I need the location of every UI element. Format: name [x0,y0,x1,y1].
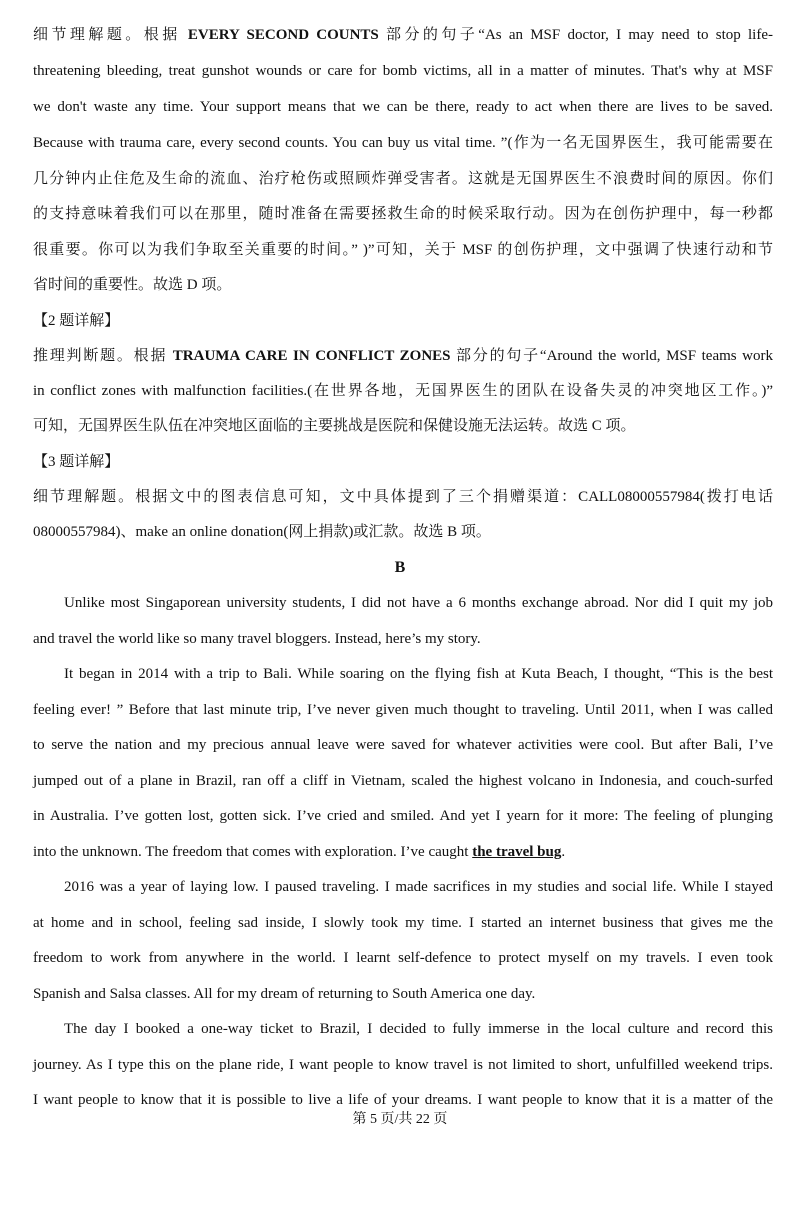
q1-line-3: we don't waste any time. Your support means that we can be there, ready to act when there are lives to be saved. [33,99,773,115]
q2-line-1 [33,346,773,366]
q1-line-1 [33,25,773,45]
p2-line-1: It began in 2014 with a trip to Bali. While soaring on the flying fish at Kuta Beach, I thought, “This is the best [64,666,773,682]
q1-line-5: 几分钟内止住危及生命的流血、治疗枪伤或照顾炸弹受害者。这就是无国界医生不浪费时间的原因。你们 [33,171,773,187]
p2-line-6-text: into the unknown. The freedom that comes with exploration. I’ve caught [33,844,473,860]
q3-title: 【3 题详解】 [33,454,120,470]
q2-line-3: 可知，无国界医生队伍在冲突地区面临的主要挑战是医院和保健设施无法运转。故选 C 项。 [33,418,636,434]
q2-line-1-text: 推理判断题。根据 [33,348,173,364]
p1-line-1: Unlike most Singaporean university students, I did not have a 6 months exchange abroad. Nor did I quit my job [64,595,773,611]
q3-line-2: 08000557984)、make an online donation(网上捐款)或汇款。故选 B 项。 [33,524,491,540]
p3-line-4: Spanish and Salsa classes. All for my dream of returning to South America one day. [33,986,536,1002]
p4-line-2: journey. As I type this on the plane ride, I want people to know travel is not limited to short, unfulfilled weekend trips. [33,1057,773,1073]
q2-title: 【2 题详解】 [33,313,120,329]
p3-line-2: at home and in school, feeling sad inside, I slowly took my time. I started an internet business that gives me the [33,915,773,931]
p1-line-2: and travel the world like so many travel bloggers. Instead, here’s my story. [33,631,481,647]
q2-section-ref: TRAUMA CARE IN CONFLICT ZONES [172,348,451,364]
passage-b-heading: B [394,559,406,576]
q1-line-1-text: 细节理解题。根据 [33,27,188,43]
underlined-phrase: the travel bug [472,844,562,860]
page-number: 第 5 页/共 22 页 [352,1112,448,1127]
p3-line-3: freedom to work from anywhere in the world. I learnt self-defence to protect myself on my travels. I even took [33,950,773,966]
p2-line-3: to serve the nation and my precious annual leave were saved for whatever activities were cool. But after Bali, I’ve [33,737,773,753]
q3-line-1: 细节理解题。根据文中的图表信息可知，文中具体提到了三个捐赠渠道：CALL08000557984(拨打电话 [33,489,773,505]
q1-line-2: threatening bleeding, treat gunshot wounds or care for bomb victims, all in a matter of minutes. That's why at MSF [33,63,773,79]
p3-line-1: 2016 was a year of laying low. I paused traveling. I made sacrifices in my studies and social life. While I stayed [64,879,773,895]
q2-line-2: in conflict zones with malfunction facilities.(在世界各地，无国界医生的团队在设备失灵的冲突地区工作。)” [33,383,773,399]
q1-line-8: 省时间的重要性。故选 D 项。 [33,277,232,293]
q1-line-4: Because with trauma care, every second counts. You can buy us vital time. ”(作为一名无国界医生，我可能需要在 [33,135,773,151]
q1-section-ref: EVERY SECOND COUNTS [187,27,379,43]
p2-line-6-period: . [561,844,566,860]
q1-line-6: 的支持意味着我们可以在那里，随时准备在需要拯救生命的时候采取行动。因为在创伤护理中，每一秒都 [33,206,773,222]
p4-line-1: The day I booked a one-way ticket to Brazil, I decided to fully immerse in the local culture and record this [64,1021,773,1037]
q2-line-1-quote: 部分的句子“Around the world, MSF teams work [450,348,773,364]
q1-line-1-quote: 部分的句子“As an MSF doctor, I may need to stop life- [378,27,773,43]
p2-line-4: jumped out of a plane in Brazil, ran off a cliff in Vietnam, scaled the highest volcano in Indonesia, and couch-surfed [33,773,773,789]
q1-line-7: 很重要。你可以为我们争取至关重要的时间。” )”可知，关于 MSF 的创伤护理，文中强调了快速行动和节 [33,242,773,258]
p4-line-3: I want people to know that it is possible to live a life of your dreams. I want people to know that it is a matter of the [33,1092,773,1108]
p2-line-6 [33,842,773,862]
p2-line-2: feeling ever! ” Before that last minute trip, I’ve never given much thought to traveling. Until 2011, when I was called [33,702,773,718]
p2-line-5: in Australia. I’ve gotten lost, gotten sick. I’ve cried and smiled. And yet I yearn for it more: The feeling of plunging [33,808,773,824]
